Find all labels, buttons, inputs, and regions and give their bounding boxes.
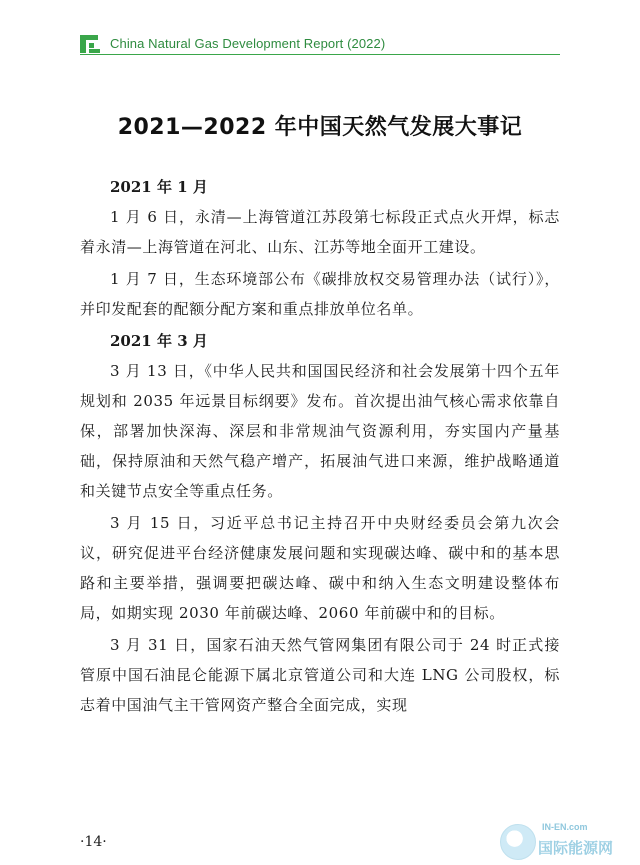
header-divider — [80, 54, 560, 55]
watermark-logo-icon — [500, 824, 536, 860]
running-header — [80, 34, 560, 56]
event-paragraph: 3 月 13 日，《中华人民共和国国民经济和社会发展第十四个五年规划和 2035 年远景目标纲要》发布。首次提出油气核心需求依靠自保，部署加快深海、深层和非常规油气资源利用，夯实国内产量基础，保持原油和天然气稳产增产，拓展油气进口来源，维护战略通道和关键节点安全等重点任务。 — [80, 362, 560, 500]
event-paragraph: 1 月 6 日，永清—上海管道江苏段第七标段正式点火开焊，标志着永清—上海管道在河北、山东、江苏等地全面开工建设。 — [80, 208, 560, 256]
watermark — [500, 820, 640, 865]
report-logo-icon — [80, 35, 100, 53]
chronicle-body — [80, 172, 560, 722]
event-paragraph: 3 月 15 日，习近平总书记主持召开中央财经委员会第九次会议，研究促进平台经济健康发展问题和实现碳达峰、碳中和的基本思路和主要举措，强调要把碳达峰、碳中和纳入生态文明建设整体布局，如期实现 2030 年前碳达峰、2060 年前碳中和的目标。 — [80, 514, 560, 622]
watermark-name: 国际能源网 — [538, 839, 614, 857]
report-title: China Natural Gas Development Report (2022) — [110, 36, 386, 51]
watermark-domain: IN-EN.com — [542, 822, 588, 832]
event-paragraph: 3 月 31 日，国家石油天然气管网集团有限公司于 24 时正式接管原中国石油昆仑能源下属北京管道公司和大连 LNG 公司股权，标志着中国油气主干管网资产整合全面完成，实现 — [80, 636, 560, 714]
month-heading: 2021 年 1 月 — [110, 178, 208, 196]
page-number: ·14· — [80, 834, 107, 850]
page-title: 2021—2022 年中国天然气发展大事记 — [117, 115, 523, 140]
event-paragraph: 1 月 7 日，生态环境部公布《碳排放权交易管理办法（试行）》，并印发配套的配额分配方案和重点排放单位名单。 — [80, 270, 560, 318]
month-heading: 2021 年 3 月 — [110, 332, 208, 350]
